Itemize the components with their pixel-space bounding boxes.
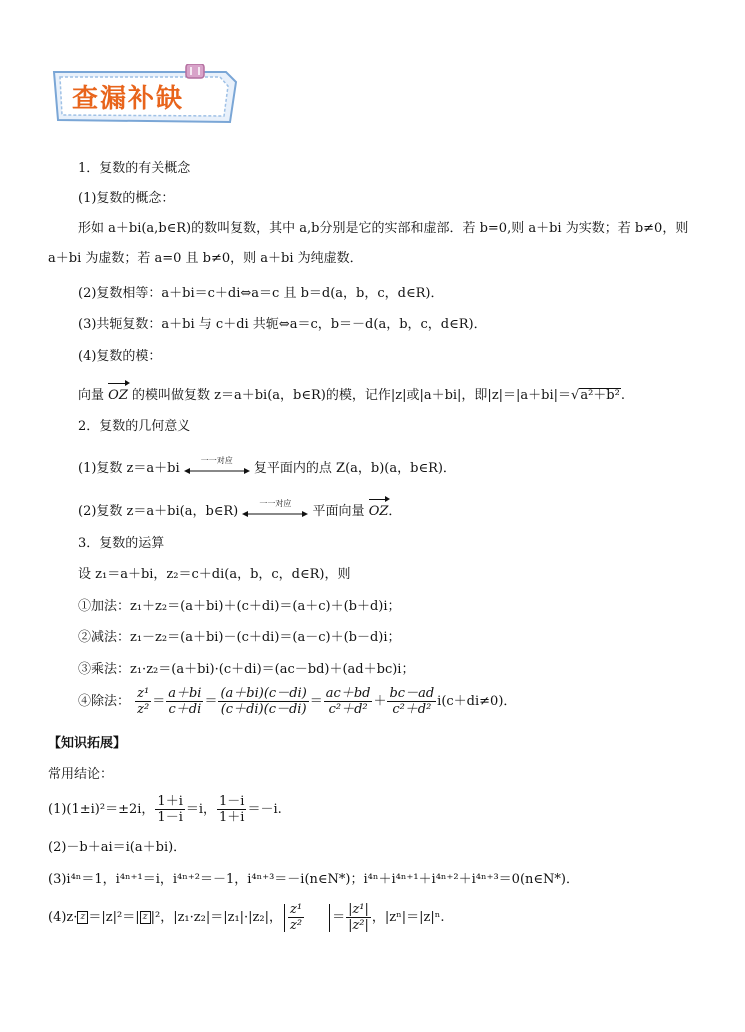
section-2-heading: 2．复数的几何意义 <box>78 419 191 434</box>
banner-title: 查漏补缺 <box>72 84 185 114</box>
conclusion-2: (2)－b＋ai＝i(a＋bi)． <box>48 840 187 855</box>
s1-p1-text: 形如 a＋bi(a,b∈R)的数叫复数，其中 a,b分别是它的实部和虚部．若 b=0,则 a＋bi 为实数；若 b≠0，则 a＋bi 为虚数；若 a=0 且 b≠0，则 a＋bi 为纯虚数． <box>48 221 689 266</box>
vector-oz: OZ <box>108 382 128 405</box>
s3-add: ①加法：z₁＋z₂＝(a＋bi)＋(c＋di)＝(a＋c)＋(b＋d)i； <box>78 599 401 614</box>
fraction: $\frac{1+i}{1-i}$ <box>157 794 183 825</box>
s1-p4-b: 的模叫做复数 z＝a＋bi(a，b∈R)的模，记作|z|或|a＋bi|，即|z|＝|a＋bi|＝ <box>132 388 572 403</box>
fraction: $\frac{1-i}{1+i}$ <box>219 794 245 825</box>
double-arrow-icon <box>242 498 308 520</box>
s3-mul: ③乘法：z₁·z₂＝(a＋bi)·(c＋di)＝(ac－bd)＋(ad＋bc)i； <box>78 662 415 677</box>
arrow-label: 一一对应 <box>200 455 233 465</box>
fraction: $\frac{bc-ad}{\text{c²＋d²}}$ <box>389 686 435 717</box>
s3-sub: ②减法：z₁－z₂＝(a＋bi)－(c＋di)＝(a－c)＋(b－d)i； <box>78 630 401 645</box>
section-banner <box>50 64 240 124</box>
fraction: $\frac{a+bi}{c+di}$ <box>168 686 202 717</box>
conjugate-box-icon: z <box>140 911 151 924</box>
double-arrow-icon <box>184 455 250 477</box>
conclusion-4: (4)z· z ＝|z|²＝| z |²，|z₁·z₂|＝|z₁|·|z₂|， $\frac{\text{z¹}}{\text{z²}}$ ＝ $\frac{\text{|z¹|}}{\text{|z²|}}$ ，|zⁿ|＝|z|ⁿ. <box>48 902 445 933</box>
conjugate-box-icon: z <box>77 911 88 924</box>
s1-p3: (3)共轭复数：a＋bi 与 c＋di 共轭⇔a＝c，b＝－d(a，b，c，d∈R)． <box>78 317 487 332</box>
fraction: $\frac{\text{|z¹|}}{\text{|z²|}}$ <box>348 902 369 933</box>
s1-p2: (2)复数相等：a＋bi＝c＋di⇔a＝c 且 b＝d(a，b，c，d∈R)． <box>78 286 444 301</box>
s3-div-label: ④除法： <box>78 694 131 709</box>
extension-subheading: 常用结论： <box>48 767 114 782</box>
fraction: $\frac{\text{z¹}}{\text{z²}}$ <box>137 686 150 717</box>
vector-oz: OZ <box>369 498 389 521</box>
fraction: $\frac{ac+bd}{\text{c²＋d²}}$ <box>325 686 371 717</box>
fraction: $\frac{(a+bi)(c-di)}{(c+di)(c-di)}$ <box>220 686 307 717</box>
s1-p4-text: 向量 OZ 的模叫做复数 z＝a＋bi(a，b∈R)的模，记作|z|或|a＋bi|，即|z|＝|a＋bi|＝√a²＋b². <box>78 382 625 405</box>
s2-l2-a: (2)复数 z＝a＋bi(a，b∈R) <box>78 504 239 519</box>
fraction: $\frac{\text{z¹}}{\text{z²}}$ <box>290 902 303 933</box>
s2-line-1 <box>78 455 456 478</box>
s1-p4-end: . <box>620 388 625 403</box>
s2-l2-end: ． <box>388 504 402 519</box>
s2-l2-b: 平面向量 <box>312 504 365 519</box>
s3-div: ④除法： $\frac{\text{z¹}}{\text{z²}}$ ＝ $\frac{a+bi}{c+di}$ ＝ $\frac{(a+bi)(c-di)}{(c+di)(c-di)}$ ＝ $\frac{ac+bd}{\text{c²＋d²}}$ ＋ $\frac{bc-ad}{\text{c²＋d²}}$ i(c＋di≠0)． <box>78 686 517 717</box>
s2-l1-a: (1)复数 z＝a＋bi <box>78 461 180 476</box>
s1-p1-title: (1)复数的概念： <box>78 191 175 206</box>
s3-intro: 设 z₁＝a＋bi，z₂＝c＋di(a，b，c，d∈R)，则 <box>78 567 351 582</box>
s2-line-2 <box>78 498 401 521</box>
arrow-label: 一一对应 <box>259 498 292 508</box>
conclusion-3: (3)i⁴ⁿ＝1，i⁴ⁿ⁺¹＝i，i⁴ⁿ⁺²＝－1，i⁴ⁿ⁺³＝－i(n∈N*)；i⁴ⁿ＋i⁴ⁿ⁺¹＋i⁴ⁿ⁺²＋i⁴ⁿ⁺³＝0(n∈N*)． <box>48 872 579 887</box>
extension-heading: 【知识拓展】 <box>48 736 127 751</box>
section-3-heading: 3．复数的运算 <box>78 536 165 551</box>
section-1-heading: 1．复数的有关概念 <box>78 161 191 176</box>
conclusion-1: (1)(1±i)²＝±2i， $\frac{1+i}{1-i}$ ＝i， $\frac{1-i}{1+i}$ ＝－i. <box>48 794 282 825</box>
s1-p4-a: 向量 <box>78 388 105 403</box>
s3-div-end: i(c＋di≠0)． <box>437 694 517 709</box>
s1-p4-sqrt: a²＋b² <box>580 388 620 403</box>
s2-l1-b: 复平面内的点 Z(a，b)(a，b∈R)． <box>253 461 456 476</box>
s1-p4-title: (4)复数的模： <box>78 349 162 364</box>
